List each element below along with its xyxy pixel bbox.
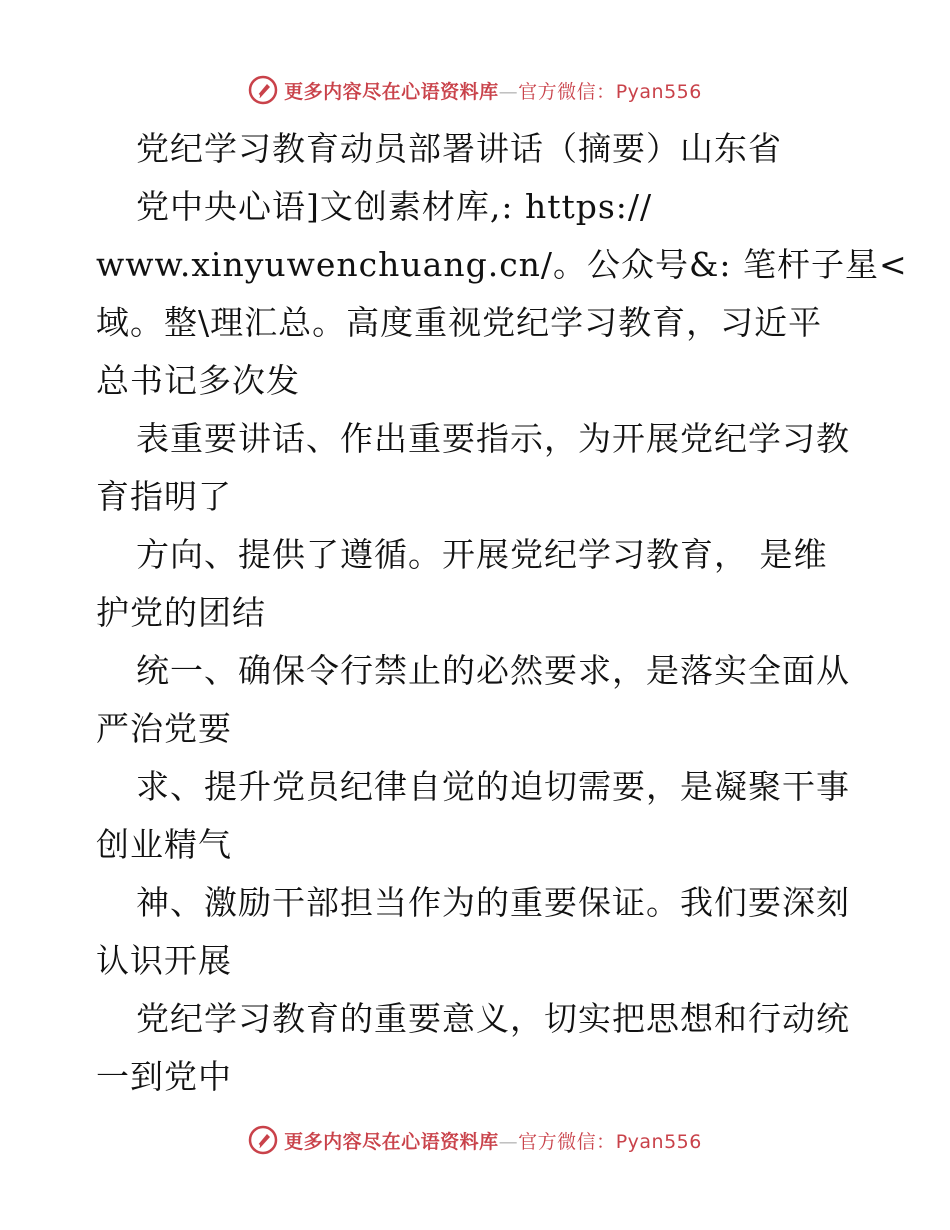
- footer-watermark-banner: [0, 1120, 950, 1160]
- document-line: 统一、确保令行禁止的必然要求，是落实全面从: [136, 651, 850, 690]
- watermark-separator: —: [498, 80, 519, 103]
- document-line: 域。整\理汇总。高度重视党纪学习教育，习近平: [96, 303, 823, 342]
- document-body: [96, 120, 908, 1106]
- watermark-wechat-label: 官方微信：: [518, 80, 616, 103]
- watermark-wechat-id: Pyan556: [615, 1130, 702, 1153]
- watermark-title: 更多内容尽在心语资料库: [284, 80, 499, 103]
- document-line: 创业精气: [96, 825, 232, 864]
- watermark-text: [284, 1127, 702, 1154]
- document-line: 方向、提供了遵循。开展党纪学习教育， 是维: [136, 535, 828, 574]
- document-line: www.xinyuwenchuang.cn/。公众号&: 笔杆子星<: [96, 245, 908, 284]
- document-line: 总书记多次发: [96, 361, 300, 400]
- pen-nib-logo-icon: [248, 1125, 278, 1155]
- document-line: 一到党中: [96, 1057, 232, 1096]
- watermark-text: [284, 77, 702, 104]
- watermark-wechat-id: Pyan556: [615, 80, 702, 103]
- pen-nib-logo-icon: [248, 75, 278, 105]
- document-line: 求、提升党员纪律自觉的迫切需要，是凝聚干事: [136, 767, 850, 806]
- watermark-wechat-label: 官方微信：: [518, 1130, 616, 1153]
- header-watermark-banner: [0, 70, 950, 110]
- document-line: 认识开展: [96, 941, 232, 980]
- watermark-title: 更多内容尽在心语资料库: [284, 1130, 499, 1153]
- document-line: 护党的团结: [96, 593, 266, 632]
- watermark-separator: —: [498, 1130, 519, 1153]
- document-line: 党纪学习教育的重要意义，切实把思想和行动统: [136, 999, 850, 1038]
- document-line: 党纪学习教育动员部署讲话（摘要）山东省: [136, 129, 782, 168]
- document-line: 党中央心语]文创素材库,: https://: [136, 187, 653, 226]
- document-line: 神、激励干部担当作为的重要保证。我们要深刻: [136, 883, 850, 922]
- document-line: 育指明了: [96, 477, 232, 516]
- document-line: 表重要讲话、作出重要指示，为开展党纪学习教: [136, 419, 850, 458]
- document-line: 严治党要: [96, 709, 232, 748]
